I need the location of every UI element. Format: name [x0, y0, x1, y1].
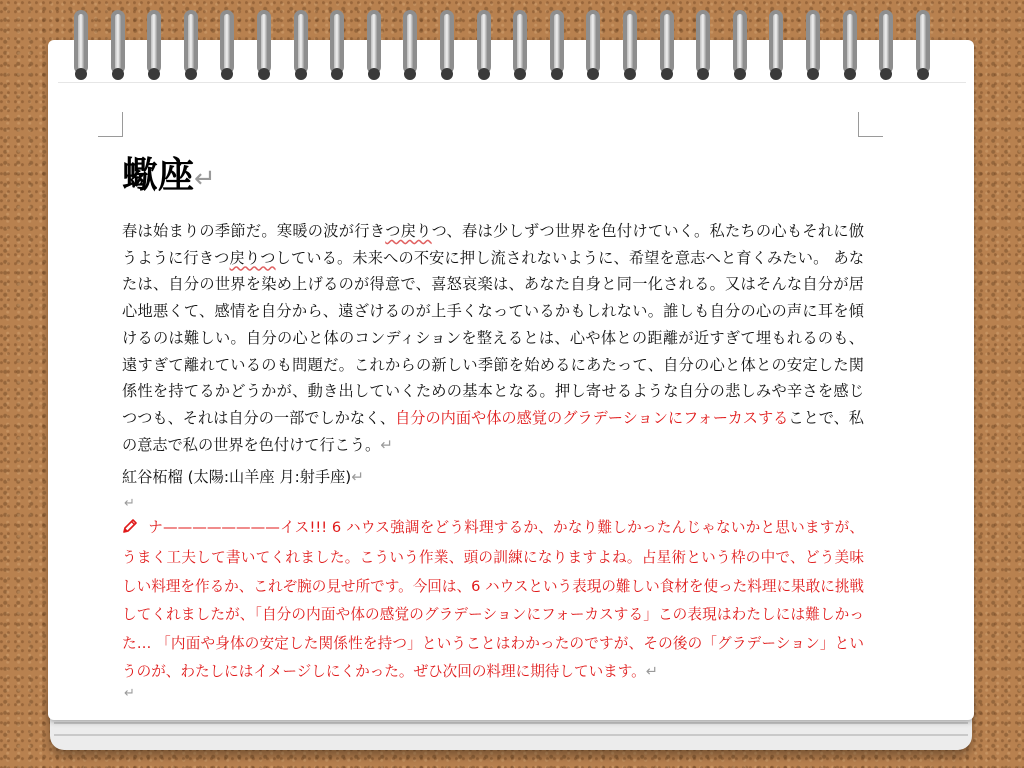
binding-hole: [404, 68, 416, 80]
binding-hole: [844, 68, 856, 80]
review-comment: [122, 514, 864, 686]
spiral-ring: [660, 10, 674, 74]
spiral-ring: [147, 10, 161, 74]
binding-hole: [148, 68, 160, 80]
binding-hole: [368, 68, 380, 80]
document-title: [122, 152, 216, 203]
binding-hole: [697, 68, 709, 80]
binding-hole: [258, 68, 270, 80]
spiral-ring: [403, 10, 417, 74]
body-text-4: ことで、私の意志で私の世界を色付けて行こう。: [122, 408, 864, 454]
spiral-ring: [916, 10, 930, 74]
return-mark-icon: ↵: [194, 164, 216, 194]
highlighted-phrase: 自分の内面や体の感覚のグラデーションにフォーカスする: [395, 408, 789, 427]
spiral-ring: [806, 10, 820, 74]
spiral-ring: [550, 10, 564, 74]
return-mark-icon: ↵: [380, 435, 393, 454]
binding-hole: [295, 68, 307, 80]
binding-hole: [441, 68, 453, 80]
page-edge: [54, 734, 968, 736]
binding-hole: [807, 68, 819, 80]
binding-hole: [112, 68, 124, 80]
binding-hole: [514, 68, 526, 80]
spiral-ring: [74, 10, 88, 74]
binding-hole: [661, 68, 673, 80]
spiral-ring: [294, 10, 308, 74]
body-text-2: つ、春は少しずつ世界を色付けていく。私たちの心もそれに倣うように行きつ: [122, 222, 864, 267]
spiral-ring: [513, 10, 527, 74]
binding-hole: [587, 68, 599, 80]
spiral-ring: [477, 10, 491, 74]
spiral-binding: [70, 10, 950, 80]
spiral-ring: [733, 10, 747, 74]
spiral-ring: [367, 10, 381, 74]
binding-hole: [221, 68, 233, 80]
body-paragraph: [122, 218, 864, 458]
body-text-3: している。未来への不安に押し流されないように、希望を意志へと育くみたい。 あなたは、自分の世界を染め上げるのが得意で、喜怒哀楽は、あなた自身と同一化される。又はそんな自分が居心地悪くて、感情を自分から、遠ざけるのが上手くなっているかもしれない。誰しも自分の心の声に耳を傾けるのは難しい。自分の心と体のコンディションを整えるとは、心や体との距離が近すぎて埋もれるのも、遠すぎて離れているのも問題だ。これからの新しい季節を始めるにあたって、自分の心と体との安定した関係性を持てるかどうかが、動き出していくための基本となる。押し寄せるような自分の悲しみや辛さを感じつつも、それは自分の一部でしかなく、: [122, 248, 865, 427]
pencil-icon: [122, 516, 138, 544]
binding-hole: [331, 68, 343, 80]
binding-hole: [551, 68, 563, 80]
spiral-ring: [111, 10, 125, 74]
comment-text: ナ————————イス!!! 6 ハウス強調をどう料理するか、かなり難しかったんじゃないかと思いますが、うまく工夫して書いてくれました。こういう作業、頭の訓練になりますよね。占星術という枠の中で、どう美味しい料理を作るか、これぞ腕の見せ所です。今回は、6 ハウスという表現の難しい食材を使った料理に果敢に挑戦してくれましたが、「自分の内面や体の感覚のグラデーションにフォーカスする」この表現はわたしには難しかった… 「内面や身体の安定した関係性を持つ」ということはわかったのですが、その後の「グラデーション」というのが、わたしにはイメージしにくかった。ぜひ次回の料理に期待しています。: [122, 519, 865, 681]
binding-hole: [734, 68, 746, 80]
binding-hole: [770, 68, 782, 80]
spiral-ring: [696, 10, 710, 74]
binding-hole: [75, 68, 87, 80]
binding-hole: [880, 68, 892, 80]
body-text-1: 春は始まりの季節だ。寒暖の波が行き: [122, 222, 386, 240]
spiral-ring: [843, 10, 857, 74]
spiral-ring: [440, 10, 454, 74]
spellcheck-word-2: 戻りつ: [229, 248, 276, 267]
return-mark-icon: ↵: [351, 468, 364, 486]
margin-mark-top-right: [858, 112, 883, 137]
margin-mark-top-left: [98, 112, 123, 137]
spiral-ring: [184, 10, 198, 74]
spiral-ring: [220, 10, 234, 74]
binding-hole: [624, 68, 636, 80]
spiral-ring: [769, 10, 783, 74]
spiral-ring: [879, 10, 893, 74]
spiral-ring: [257, 10, 271, 74]
empty-paragraph-mark: ↵: [124, 496, 135, 511]
spellcheck-word-1: つ戻り: [385, 222, 432, 240]
binding-hole: [917, 68, 929, 80]
spiral-ring: [586, 10, 600, 74]
return-mark-icon: ↵: [645, 663, 659, 681]
empty-paragraph-mark: ↵: [124, 686, 135, 701]
author-signature: [122, 464, 364, 490]
spiral-ring: [623, 10, 637, 74]
spiral-ring: [330, 10, 344, 74]
title-text: 蠍座: [122, 155, 195, 196]
signature-text: 紅谷柘榴 (太陽:山羊座 月:射手座): [122, 468, 352, 486]
binding-hole: [478, 68, 490, 80]
page-edge: [54, 722, 968, 724]
binding-hole: [185, 68, 197, 80]
